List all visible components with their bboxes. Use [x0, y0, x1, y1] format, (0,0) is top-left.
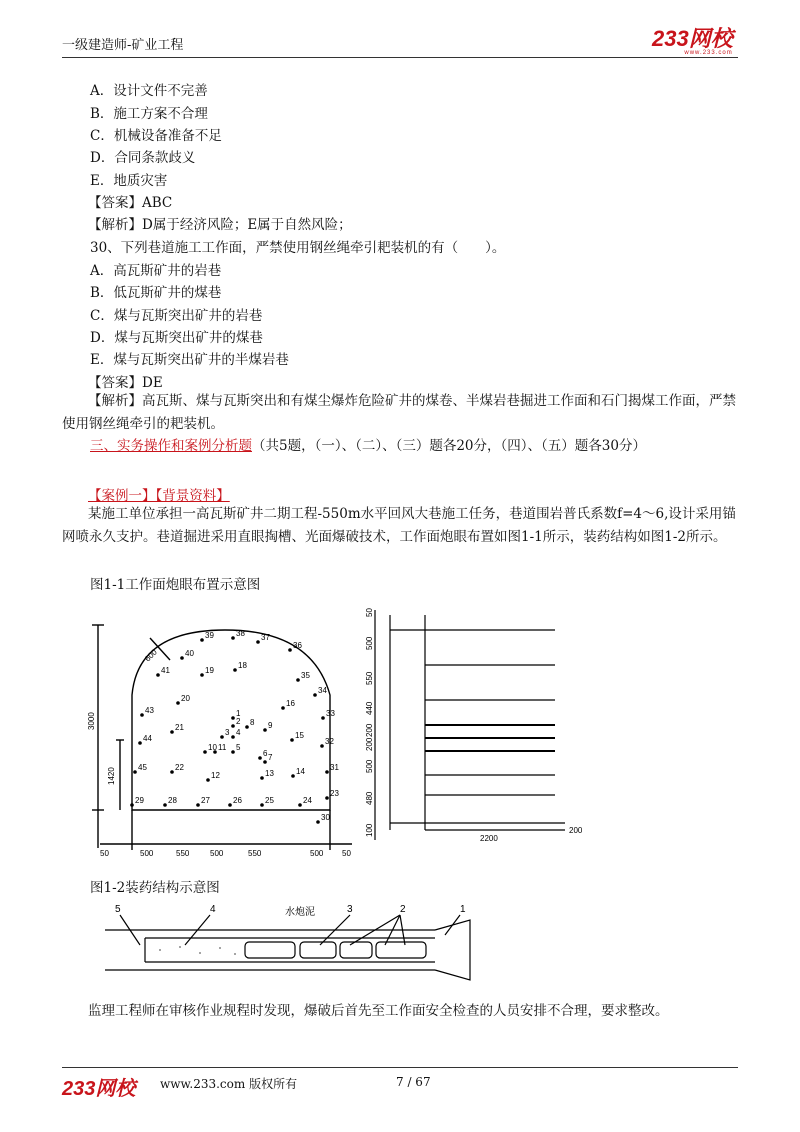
dimension-label: 500: [210, 849, 224, 858]
option-a: A．设计文件不完善: [90, 83, 208, 99]
part-label: 水炮泥: [285, 907, 315, 918]
dimension-label: 500: [365, 759, 374, 773]
blasthole-label: 2: [236, 717, 241, 726]
blasthole-label: 12: [211, 771, 220, 780]
blasthole-mark: [256, 640, 260, 644]
answer: 【答案】DE: [88, 375, 163, 391]
blasthole-mark: [231, 724, 235, 728]
dimension-label: 200: [365, 723, 374, 737]
option-c: C．机械设备准备不足: [90, 128, 222, 144]
option-e: E．煤与瓦斯突出矿井的半煤岩巷: [90, 352, 289, 368]
blasthole-label: 10: [208, 743, 217, 752]
option-d: D．煤与瓦斯突出矿井的煤巷: [90, 330, 263, 346]
blasthole-mark: [206, 778, 210, 782]
blasthole-label: 8: [250, 718, 255, 727]
blasthole-label: 18: [238, 661, 247, 670]
blasthole-label: 6: [263, 749, 268, 758]
section-3-link[interactable]: 三、实务操作和案例分析题: [90, 438, 252, 454]
blasthole-label: 29: [135, 796, 144, 805]
dimension-label: 200: [569, 826, 583, 835]
blasthole-mark: [245, 725, 249, 729]
blasthole-label: 4: [236, 728, 241, 737]
part-label: 1: [460, 904, 466, 915]
option-b: B．低瓦斯矿井的煤巷: [90, 285, 222, 301]
blasthole-mark: [156, 673, 160, 677]
header-logo: 233网校 www.233.com: [652, 26, 733, 56]
blasthole-mark: [133, 770, 137, 774]
dimension-label: 500: [140, 849, 154, 858]
analysis: 【解析】高瓦斯、煤与瓦斯突出和有煤尘爆炸危险矿井的煤卷、半煤岩巷掘进工作面和石门揭煤工作面，严禁使用钢丝绳牵引的耙装机。: [62, 393, 736, 432]
dimension-label: 1420: [107, 767, 116, 785]
dimension-label: 100: [365, 823, 374, 837]
option-d: D．合同条款歧义: [90, 150, 196, 166]
page-number: 7 / 67: [396, 1075, 431, 1089]
blasthole-mark: [163, 803, 167, 807]
dimension-label: 50: [342, 849, 351, 858]
blasthole-mark: [130, 803, 134, 807]
blasthole-mark: [290, 738, 294, 742]
option-c: C．煤与瓦斯突出矿井的岩巷: [90, 308, 263, 324]
part-label: 2: [400, 904, 406, 915]
blasthole-label: 22: [175, 763, 184, 772]
blasthole-label: 43: [145, 706, 154, 715]
part-label: 3: [347, 904, 353, 915]
blasthole-label: 19: [205, 666, 214, 675]
footer-copyright: www.233.com 版权所有: [160, 1077, 298, 1091]
blasthole-mark: [231, 750, 235, 754]
blasthole-mark: [200, 638, 204, 642]
blasthole-label: 39: [205, 631, 214, 640]
blasthole-label: 34: [318, 686, 327, 695]
dimension-label: 550: [365, 671, 374, 685]
blasthole-mark: [140, 713, 144, 717]
blasthole-label: 24: [303, 796, 312, 805]
blasthole-label: 36: [293, 641, 302, 650]
dimension-label: 500: [310, 849, 324, 858]
blasthole-mark: [325, 770, 329, 774]
case-1-text: 某施工单位承担一高瓦斯矿井二期工程-550m水平回风大巷施工任务，巷道围岩普氏系数f=4～6,设计采用锚网喷永久支护。巷道掘进采用直眼掏槽、光面爆破技术，工作面炮眼布置如图1-1所示，装药结构如图1-2所示。: [62, 506, 736, 545]
blasthole-mark: [231, 716, 235, 720]
dimension-label: 500: [365, 636, 374, 650]
dimension-label: 3000: [87, 712, 96, 730]
dimension-label: 550: [248, 849, 262, 858]
blasthole-label: 32: [325, 737, 334, 746]
blasthole-mark: [231, 735, 235, 739]
blasthole-mark: [260, 776, 264, 780]
blasthole-label: 28: [168, 796, 177, 805]
dimension-label: 550: [176, 849, 190, 858]
blasthole-label: 5: [236, 743, 241, 752]
case-1-title[interactable]: 【案例一】【背景资料】: [88, 488, 230, 504]
blasthole-mark: [316, 820, 320, 824]
blasthole-mark: [263, 760, 267, 764]
figure-1-2-charge-structure: [95, 900, 485, 990]
blasthole-mark: [258, 756, 262, 760]
blasthole-label: 1: [236, 709, 241, 718]
footer-logo: 233网校: [62, 1078, 136, 1100]
blasthole-mark: [170, 770, 174, 774]
option-e: E．地质灾害: [90, 173, 168, 189]
blasthole-mark: [298, 803, 302, 807]
blasthole-label: 14: [296, 767, 305, 776]
blasthole-label: 30: [321, 813, 330, 822]
blasthole-mark: [200, 673, 204, 677]
figure-1-1-blasthole-layout: [87, 600, 360, 865]
dimension-label: 480: [365, 791, 374, 805]
blasthole-label: 21: [175, 723, 184, 732]
blasthole-label: 20: [181, 694, 190, 703]
question-30: 30、下列巷道施工工作面，严禁使用钢丝绳牵引耙装机的有（ ）。: [90, 240, 506, 256]
blasthole-label: 15: [295, 731, 304, 740]
blasthole-mark: [138, 741, 142, 745]
blasthole-label: 27: [201, 796, 210, 805]
dimension-label: 200: [365, 737, 374, 751]
blasthole-mark: [170, 730, 174, 734]
blasthole-mark: [233, 668, 237, 672]
blasthole-label: 25: [265, 796, 274, 805]
figure-1-1-caption: 图1-1工作面炮眼布置示意图: [90, 577, 261, 593]
blasthole-mark: [288, 648, 292, 652]
blasthole-label: 31: [330, 763, 339, 772]
blasthole-label: 7: [268, 753, 273, 762]
blasthole-label: 35: [301, 671, 310, 680]
figure-1-1-side-section: [365, 605, 595, 845]
blasthole-mark: [176, 701, 180, 705]
section-3-heading: 三、实务操作和案例分析题（共5题，（一）、（二）、（三）题各20分，（四）、（五）题各30分）: [90, 438, 646, 454]
blasthole-mark: [260, 803, 264, 807]
header-rule: [62, 57, 738, 58]
answer: 【答案】ABC: [88, 195, 173, 211]
blasthole-label: 40: [185, 649, 194, 658]
blasthole-label: 26: [233, 796, 242, 805]
blasthole-mark: [196, 803, 200, 807]
analysis: 【解析】D属于经济风险；E属于自然风险；: [88, 217, 352, 233]
blasthole-label: 11: [218, 743, 227, 752]
blasthole-mark: [281, 706, 285, 710]
header-title: 一级建造师-矿业工程: [62, 38, 184, 53]
part-label: 5: [115, 904, 121, 915]
option-b: B．施工方案不合理: [90, 106, 208, 122]
blasthole-label: 38: [236, 629, 245, 638]
blasthole-label: 37: [261, 633, 270, 642]
dimension-label: 50: [365, 608, 374, 617]
blasthole-label: 44: [143, 734, 152, 743]
blasthole-mark: [325, 796, 329, 800]
blasthole-label: 16: [286, 699, 295, 708]
blasthole-mark: [220, 735, 224, 739]
blasthole-mark: [228, 803, 232, 807]
blasthole-label: 33: [326, 709, 335, 718]
blasthole-mark: [203, 750, 207, 754]
blasthole-label: 13: [265, 769, 274, 778]
blasthole-mark: [231, 636, 235, 640]
blasthole-mark: [263, 728, 267, 732]
blasthole-mark: [291, 774, 295, 778]
blasthole-mark: [321, 716, 325, 720]
footer-rule: [62, 1067, 738, 1068]
dimension-label: 600: [143, 647, 159, 664]
blasthole-mark: [180, 656, 184, 660]
closing-text: 监理工程师在审核作业规程时发现，爆破后首先至工作面安全检查的人员安排不合理，要求整改。: [88, 1003, 669, 1019]
dimension-label: 440: [365, 701, 374, 715]
dimension-label: 2200: [480, 834, 498, 843]
blasthole-mark: [313, 693, 317, 697]
option-a: A．高瓦斯矿井的岩巷: [90, 263, 222, 279]
blasthole-label: 23: [330, 789, 339, 798]
blasthole-mark: [296, 678, 300, 682]
blasthole-label: 3: [225, 728, 230, 737]
blasthole-label: 41: [161, 666, 170, 675]
figure-1-2-caption: 图1-2装药结构示意图: [90, 880, 220, 896]
blasthole-label: 45: [138, 763, 147, 772]
blasthole-mark: [320, 744, 324, 748]
part-label: 4: [210, 904, 216, 915]
dimension-label: 50: [100, 849, 109, 858]
blasthole-label: 9: [268, 721, 273, 730]
